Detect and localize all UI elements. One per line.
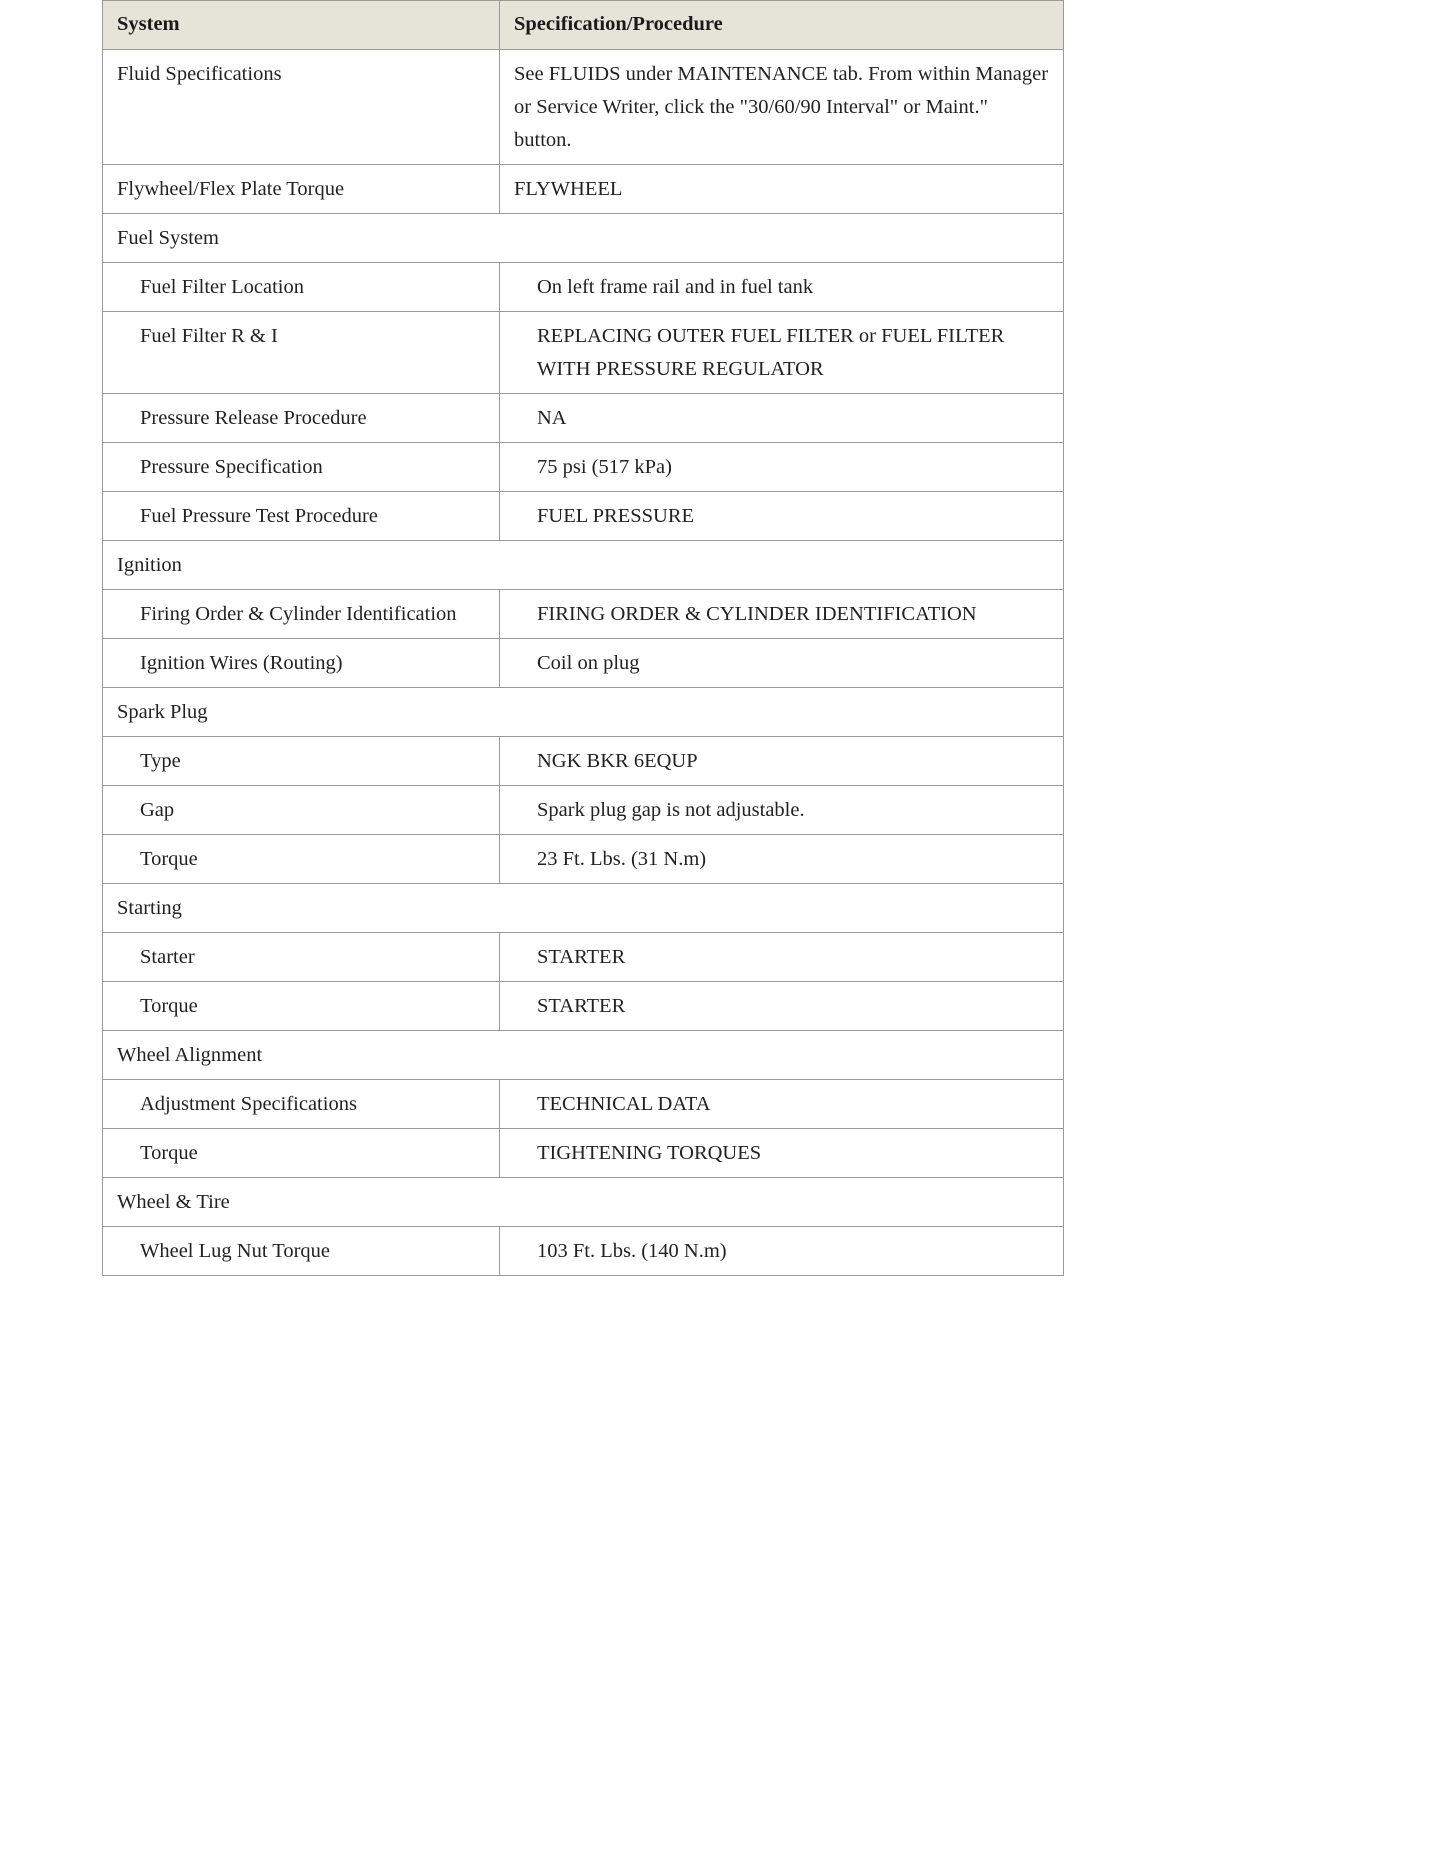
- table-row: [103, 639, 1064, 688]
- spec-cell: FIRING ORDER & CYLINDER IDENTIFICATION: [500, 590, 1064, 639]
- system-cell: Wheel Lug Nut Torque: [103, 1227, 500, 1276]
- table-row: [103, 1129, 1064, 1178]
- system-cell: Fuel Filter R & I: [103, 312, 500, 394]
- spec-cell: STARTER: [500, 933, 1064, 982]
- header-specification: Specification/Procedure: [500, 1, 1064, 50]
- section-row: [103, 688, 1064, 737]
- spec-cell: NA: [500, 394, 1064, 443]
- table-row: [103, 492, 1064, 541]
- table-row: [103, 1080, 1064, 1129]
- spec-cell: 23 Ft. Lbs. (31 N.m): [500, 835, 1064, 884]
- table-row: [103, 263, 1064, 312]
- table-row: [103, 933, 1064, 982]
- system-cell: Type: [103, 737, 500, 786]
- spec-cell: 103 Ft. Lbs. (140 N.m): [500, 1227, 1064, 1276]
- table-row: [103, 1227, 1064, 1276]
- table-body: [103, 50, 1064, 1276]
- spec-cell: On left frame rail and in fuel tank: [500, 263, 1064, 312]
- section-row: [103, 214, 1064, 263]
- spec-cell: Coil on plug: [500, 639, 1064, 688]
- section-title: Starting: [103, 884, 1064, 933]
- spec-cell: Spark plug gap is not adjustable.: [500, 786, 1064, 835]
- spec-cell: NGK BKR 6EQUP: [500, 737, 1064, 786]
- table-row: [103, 590, 1064, 639]
- spec-cell: FUEL PRESSURE: [500, 492, 1064, 541]
- system-cell: Pressure Release Procedure: [103, 394, 500, 443]
- section-title: Wheel & Tire: [103, 1178, 1064, 1227]
- system-cell: Flywheel/Flex Plate Torque: [103, 165, 500, 214]
- table-row: [103, 786, 1064, 835]
- spec-table: [102, 0, 1064, 1276]
- system-cell: Torque: [103, 835, 500, 884]
- section-row: [103, 541, 1064, 590]
- table-row: [103, 394, 1064, 443]
- system-cell: Firing Order & Cylinder Identification: [103, 590, 500, 639]
- section-title: Spark Plug: [103, 688, 1064, 737]
- system-cell: Adjustment Specifications: [103, 1080, 500, 1129]
- spec-cell: REPLACING OUTER FUEL FILTER or FUEL FILTER WITH PRESSURE REGULATOR: [500, 312, 1064, 394]
- system-cell: Starter: [103, 933, 500, 982]
- table-row: [103, 835, 1064, 884]
- section-row: [103, 1031, 1064, 1080]
- system-cell: Pressure Specification: [103, 443, 500, 492]
- spec-cell: 75 psi (517 kPa): [500, 443, 1064, 492]
- table-header: [103, 1, 1064, 50]
- section-title: Ignition: [103, 541, 1064, 590]
- table-row: [103, 443, 1064, 492]
- spec-cell: See FLUIDS under MAINTENANCE tab. From within Manager or Service Writer, click the "30/60/90 Interval" or Maint." button.: [500, 50, 1064, 165]
- spec-cell: TECHNICAL DATA: [500, 1080, 1064, 1129]
- table-row: [103, 165, 1064, 214]
- section-title: Wheel Alignment: [103, 1031, 1064, 1080]
- section-row: [103, 1178, 1064, 1227]
- header-system: System: [103, 1, 500, 50]
- system-cell: Fuel Pressure Test Procedure: [103, 492, 500, 541]
- system-cell: Torque: [103, 982, 500, 1031]
- section-row: [103, 884, 1064, 933]
- spec-cell: TIGHTENING TORQUES: [500, 1129, 1064, 1178]
- system-cell: Torque: [103, 1129, 500, 1178]
- header-row: [103, 1, 1064, 50]
- system-cell: Ignition Wires (Routing): [103, 639, 500, 688]
- table-row: [103, 982, 1064, 1031]
- system-cell: Fluid Specifications: [103, 50, 500, 165]
- system-cell: Gap: [103, 786, 500, 835]
- spec-cell: STARTER: [500, 982, 1064, 1031]
- spec-cell: FLYWHEEL: [500, 165, 1064, 214]
- section-title: Fuel System: [103, 214, 1064, 263]
- system-cell: Fuel Filter Location: [103, 263, 500, 312]
- table-row: [103, 312, 1064, 394]
- table-row: [103, 737, 1064, 786]
- table-row: [103, 50, 1064, 165]
